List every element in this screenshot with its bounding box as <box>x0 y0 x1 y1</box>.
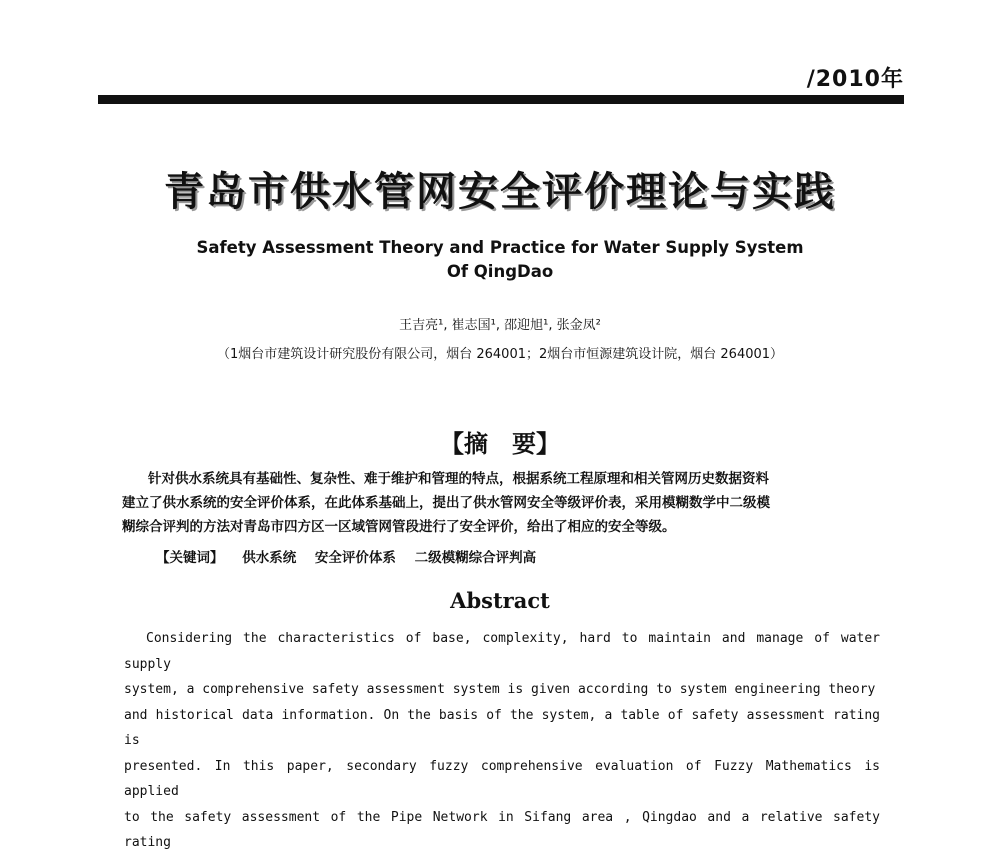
english-title-line-2: Of QingDao <box>446 262 554 281</box>
keyword: 安全评价体系 <box>314 550 396 566</box>
chinese-abstract-body <box>122 467 880 539</box>
keywords-line <box>156 546 550 566</box>
english-abstract-body <box>124 626 880 856</box>
chinese-abstract-line-2: 建立了供水系统的安全评价体系，在此体系基础上，提出了供水管网安全等级评价表，采用模糊数学中二级模 <box>122 495 770 511</box>
keyword: 二级模糊综合评判高 <box>414 550 537 566</box>
english-title <box>0 236 1000 284</box>
english-abstract-line: to the safety assessment of the Pipe Network in Sifang area , Qingdao and a relative safety rating <box>124 809 880 850</box>
chinese-title: 青岛市供水管网安全评价理论与实践 <box>164 169 836 215</box>
english-abstract-line: Considering the characteristics of base, complexity, hard to maintain and manage of water supply <box>124 631 880 672</box>
keywords-label: 【关键词】 <box>156 550 224 566</box>
affiliations: （1烟台市建筑设计研究股份有限公司，烟台 264001；2烟台市恒源建筑设计院，烟台 264001） <box>216 347 784 362</box>
chinese-abstract-line-1: 针对供水系统具有基础性、复杂性、难于维护和管理的特点，根据系统工程原理和相关管网历史数据资料 <box>148 471 769 487</box>
chinese-abstract-line-3: 糊综合评判的方法对青岛市四方区一区域管网管段进行了安全评价，给出了相应的安全等级。 <box>122 519 676 535</box>
english-abstract-line: and historical data information. On the basis of the system, a table of safety assessment rating is <box>124 707 880 748</box>
english-title-line-1: Safety Assessment Theory and Practice for Water Supply System <box>196 238 804 257</box>
english-abstract-heading: Abstract <box>450 588 550 613</box>
authors: 王吉亮¹, 崔志国¹, 邵迎旭¹, 张金凤² <box>399 318 601 333</box>
keyword: 供水系统 <box>242 550 297 566</box>
english-abstract-line: presented. In this paper, secondary fuzzy comprehensive evaluation of Fuzzy Mathematics is applied <box>124 758 880 799</box>
year-label: /2010年 <box>806 67 904 92</box>
english-abstract-line: system, a comprehensive safety assessment system is given according to system engineering theory <box>124 682 876 697</box>
chinese-abstract-heading: 【摘 要】 <box>440 430 560 458</box>
header-rule <box>98 95 904 104</box>
